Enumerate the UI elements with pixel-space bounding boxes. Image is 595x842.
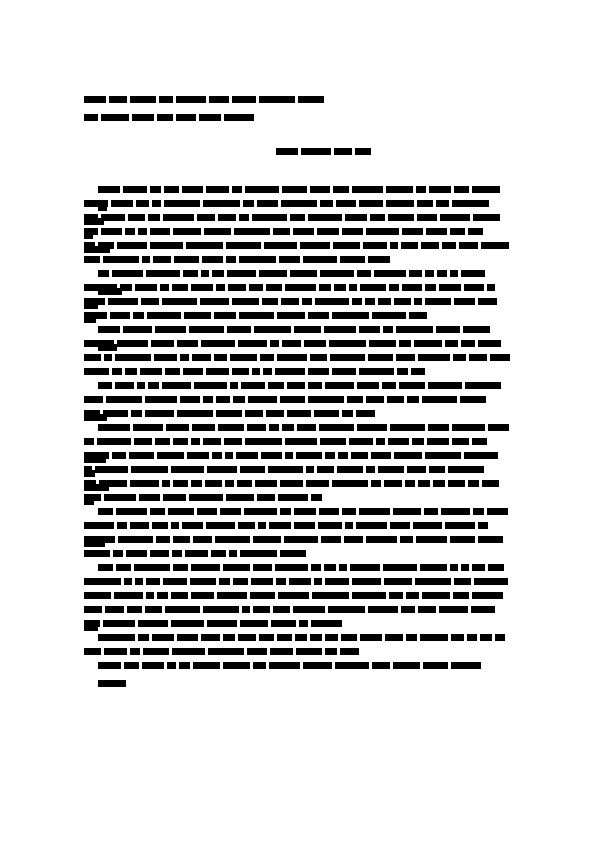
text-line xyxy=(84,326,514,333)
paragraph xyxy=(84,424,514,501)
paragraph xyxy=(84,326,514,375)
text-line xyxy=(84,564,514,571)
document-body xyxy=(84,186,514,676)
text-line xyxy=(84,354,514,361)
text-line xyxy=(84,508,514,515)
text-line xyxy=(84,550,514,557)
text-line xyxy=(84,452,514,459)
paragraph xyxy=(84,270,514,319)
header-line-2 xyxy=(84,114,327,122)
paragraph xyxy=(84,382,514,417)
text-line xyxy=(84,256,514,263)
paragraph xyxy=(84,634,514,655)
text-line xyxy=(84,270,514,277)
text-line xyxy=(84,382,514,389)
document-header xyxy=(84,96,327,132)
text-line xyxy=(84,186,514,193)
text-line xyxy=(84,200,514,207)
text-line xyxy=(84,298,514,305)
paragraph xyxy=(84,662,514,669)
paragraph xyxy=(84,564,514,627)
text-line xyxy=(84,424,514,431)
text-line xyxy=(84,662,514,669)
text-line xyxy=(84,284,514,291)
text-line xyxy=(84,592,514,599)
paragraph xyxy=(84,186,514,263)
text-line xyxy=(84,228,514,235)
text-line xyxy=(84,340,514,347)
text-line xyxy=(84,466,514,473)
text-line xyxy=(84,620,514,627)
document-title xyxy=(276,148,374,162)
text-line xyxy=(84,368,514,375)
text-line xyxy=(84,578,514,585)
text-line xyxy=(84,214,514,221)
text-line xyxy=(84,410,514,417)
text-line xyxy=(84,648,514,655)
text-line xyxy=(84,438,514,445)
header-line-1 xyxy=(84,96,327,104)
paragraph xyxy=(84,508,514,557)
text-line xyxy=(84,494,514,501)
text-line xyxy=(84,536,514,543)
text-line xyxy=(84,396,514,403)
text-line xyxy=(84,606,514,613)
text-line xyxy=(84,634,514,641)
text-line xyxy=(84,242,514,249)
text-line xyxy=(84,522,514,529)
text-line xyxy=(84,480,514,487)
text-line xyxy=(84,312,514,319)
